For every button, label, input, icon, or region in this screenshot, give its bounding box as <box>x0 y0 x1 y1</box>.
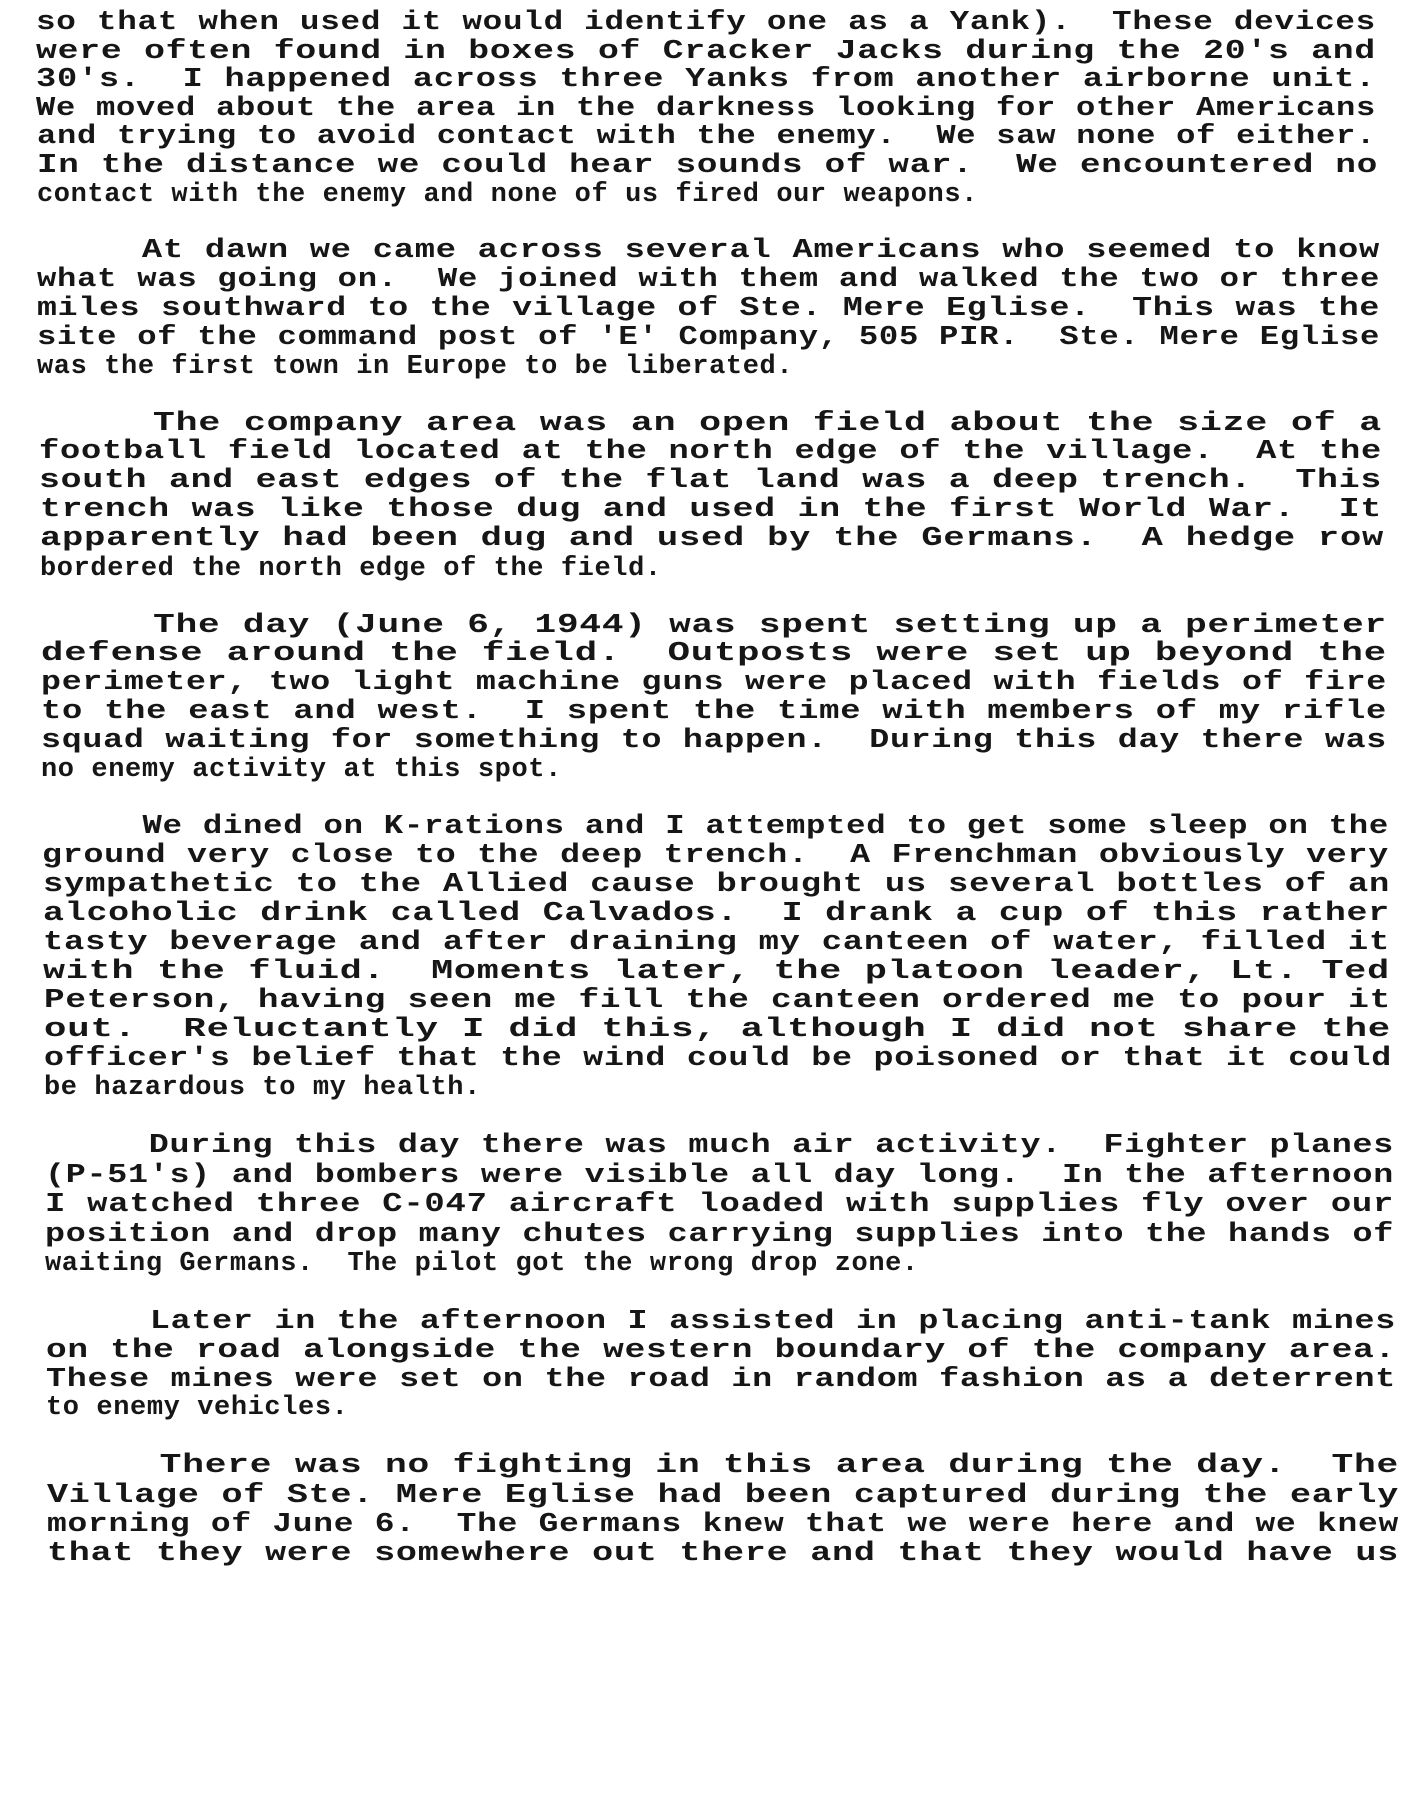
text-line: was the first town in Europe to be liberated. <box>37 352 794 382</box>
text-line: morning of June 6. The Germans knew that we were here and we knew <box>47 1510 1399 1540</box>
text-line: defense around the field. Outposts were set up beyond the <box>41 639 1387 669</box>
text-line: sympathetic to the Allied cause brought us several bottles of an <box>43 870 1391 900</box>
text-line: officer's belief that the wind could be poisoned or that it could <box>44 1044 1392 1074</box>
text-line: At dawn we came across several Americans who seemed to know <box>37 236 1381 266</box>
text-line: The company area was an open field about the size of a <box>39 409 1382 439</box>
text-line: position and drop many chutes carrying supplies into the hands of <box>45 1220 1395 1250</box>
text-line: alcoholic drink called Calvados. I drank a cup of this rather <box>43 899 1391 929</box>
text-line: so that when used it would identify one as a Yank). These devices <box>36 8 1376 38</box>
text-line: no enemy activity at this spot. <box>41 755 562 785</box>
text-line: out. Reluctantly I did this, although I did not share the <box>44 1015 1392 1045</box>
text-line: tasty beverage and after draining my canteen of water, filled it <box>43 928 1391 958</box>
text-line: what was going on. We joined with them and walked the two or three <box>37 265 1381 295</box>
text-line: perimeter, two light machine guns were placed with fields of fire <box>41 668 1387 698</box>
text-line: site of the command post of 'E' Company, 505 PIR. Ste. Mere Eglise <box>37 323 1381 353</box>
text-line: I watched three C-047 aircraft loaded with supplies fly over our <box>45 1190 1395 1220</box>
text-line: 30's. I happened across three Yanks from another airborne unit. <box>36 65 1377 95</box>
text-line: During this day there was much air activity. Fighter planes <box>45 1131 1395 1161</box>
text-line: Peterson, having seen me fill the canteen ordered me to pour it <box>44 986 1392 1016</box>
text-line: football field located at the north edge of the village. At the <box>39 437 1383 467</box>
text-line: to enemy vehicles. <box>46 1393 349 1423</box>
text-line: We dined on K-rations and I attempted to get some sleep on the <box>42 812 1389 842</box>
text-line: that they were somewhere out there and that they would have us <box>47 1539 1400 1569</box>
text-line: bordered the north edge of the field. <box>40 554 662 584</box>
text-line: We moved about the area in the darkness looking for other Americans <box>36 94 1377 124</box>
text-line: with the fluid. Moments later, the platoon leader, Lt. Ted <box>43 957 1390 987</box>
text-line: trench was like those dug and used in the first World War. It <box>40 495 1383 525</box>
text-line: miles southward to the village of Ste. Mere Eglise. This was the <box>37 294 1381 324</box>
text-line: contact with the enemy and none of us fired our weapons. <box>37 180 978 210</box>
text-line: Later in the afternoon I assisted in placing anti-tank mines <box>46 1307 1397 1337</box>
text-line: These mines were set on the road in random fashion as a deterrent <box>46 1365 1397 1395</box>
text-line: south and east edges of the flat land was a deep trench. This <box>39 466 1383 496</box>
text-line: to the east and west. I spent the time with members of my rifle <box>41 697 1388 727</box>
text-line: The day (June 6, 1944) was spent setting up a perimeter <box>41 611 1388 641</box>
text-line: apparently had been dug and used by the Germans. A hedge row <box>40 524 1385 554</box>
text-line: (P-51's) and bombers were visible all day long. In the afternoon <box>45 1161 1395 1191</box>
text-line: were often found in boxes of Cracker Jacks during the 20's and <box>36 37 1377 67</box>
text-line: waiting Germans. The pilot got the wrong drop zone. <box>45 1249 919 1279</box>
text-line: There was no fighting in this area during the day. The <box>47 1451 1400 1481</box>
text-line: Village of Ste. Mere Eglise had been captured during the early <box>47 1481 1400 1511</box>
text-line: In the distance we could hear sounds of war. We encountered no <box>37 151 1379 181</box>
text-line: squad waiting for something to happen. During this day there was <box>41 726 1387 756</box>
text-line: be hazardous to my health. <box>44 1073 481 1103</box>
text-line: on the road alongside the western boundary of the company area. <box>46 1336 1397 1366</box>
text-line: ground very close to the deep trench. A Frenchman obviously very <box>42 841 1389 871</box>
text-line: and trying to avoid contact with the enemy. We saw none of either. <box>37 122 1377 152</box>
